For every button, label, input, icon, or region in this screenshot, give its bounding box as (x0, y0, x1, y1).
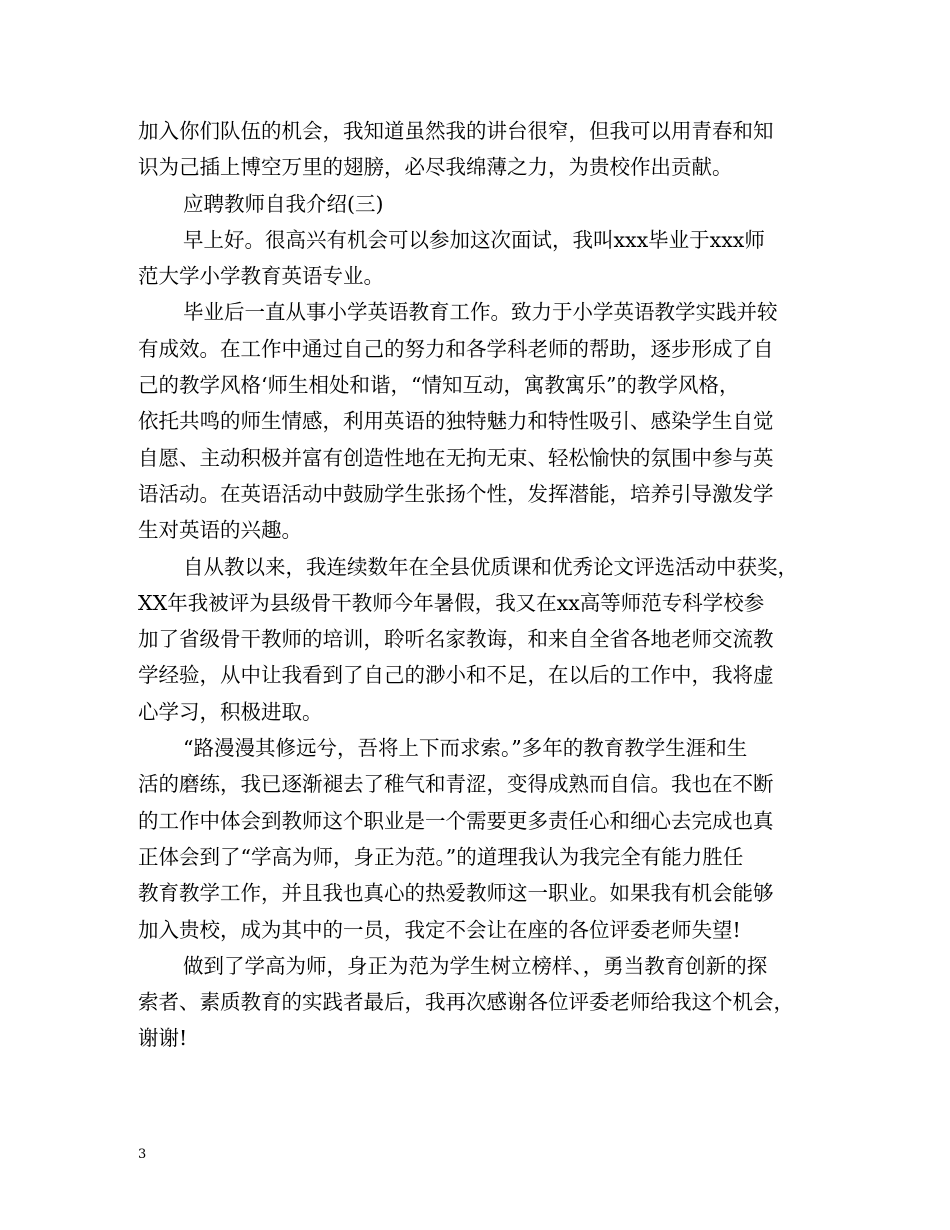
section-heading: 应聘教师自我介绍(三) (183, 191, 384, 216)
text-line: 己的教学风格‘师生相处和谐，“情知互动，寓教寓乐”的教学风格， (138, 373, 740, 398)
text-line: 索者、素质教育的实践者最后，我再次感谢各位评委老师给我这个机会， (138, 990, 794, 1015)
text-line: 活的磨练，我已逐渐褪去了稚气和青涩，变得成熟而自信。我也在不断 (138, 772, 774, 797)
text-line: 正体会到了“学高为师，身正为范。”的道理我认为我完全有能力胜任 (138, 844, 744, 869)
text-line: 心学习，积极进取。 (138, 699, 323, 724)
text-line: 依托共鸣的师生情感，利用英语的独特魅力和特性吸引、感染学生自觉 (138, 409, 774, 434)
text-line: XX年我被评为县级骨干教师今年暑假，我又在xx高等师范专科学校参 (138, 590, 765, 615)
body-text (138, 113, 814, 1057)
text-line: 识为己插上博空万里的翅膀，必尽我绵薄之力，为贵校作出贡献。 (138, 155, 733, 180)
text-line: 有成效。在工作中通过自己的努力和各学科老师的帮助，逐步形成了自 (138, 336, 774, 361)
text-line: 范大学小学教育英语专业。 (138, 264, 384, 289)
text-line: 教育教学工作，并且我也真心的热爱教师这一职业。如果我有机会能够 (138, 881, 774, 906)
text-line: 自愿、主动积极并富有创造性地在无拘无束、轻松愉快的氛围中参与英 (138, 445, 774, 470)
text-line: 生对英语的兴趣。 (138, 518, 302, 543)
text-line: 谢谢! (138, 1026, 188, 1051)
page-number: 3 (138, 1147, 147, 1162)
text-line: 早上好。很高兴有机会可以参加这次面试，我叫xxx毕业于xxx师 (183, 227, 765, 252)
text-line: 加了省级骨干教师的培训，聆听名家教诲，和来自全省各地老师交流教 (138, 627, 774, 652)
text-line: 学经验，从中让我看到了自己的渺小和不足，在以后的工作中，我将虚 (138, 663, 774, 688)
text-line: 毕业后一直从事小学英语教育工作。致力于小学英语教学实践并较 (183, 300, 778, 325)
text-line: 自从教以来，我连续数年在全县优质课和优秀论文评选活动中获奖， (183, 554, 798, 579)
text-line: “路漫漫其修远兮，吾将上下而求索。”多年的教育教学生涯和生 (183, 736, 748, 761)
text-line: 语活动。在英语活动中鼓励学生张扬个性，发挥潜能，培养引导激发学 (138, 481, 774, 506)
text-line: 做到了学高为师，身正为范为学生树立榜样、，勇当教育创新的探 (183, 953, 768, 978)
text-line: 加入你们队伍的机会，我知道虽然我的讲台很窄，但我可以用青春和知 (138, 119, 774, 143)
text-line: 的工作中体会到教师这个职业是一个需要更多责任心和细心去完成也真 (138, 808, 774, 833)
text-line: 加入贵校，成为其中的一员，我定不会让在座的各位评委老师失望! (138, 917, 741, 942)
